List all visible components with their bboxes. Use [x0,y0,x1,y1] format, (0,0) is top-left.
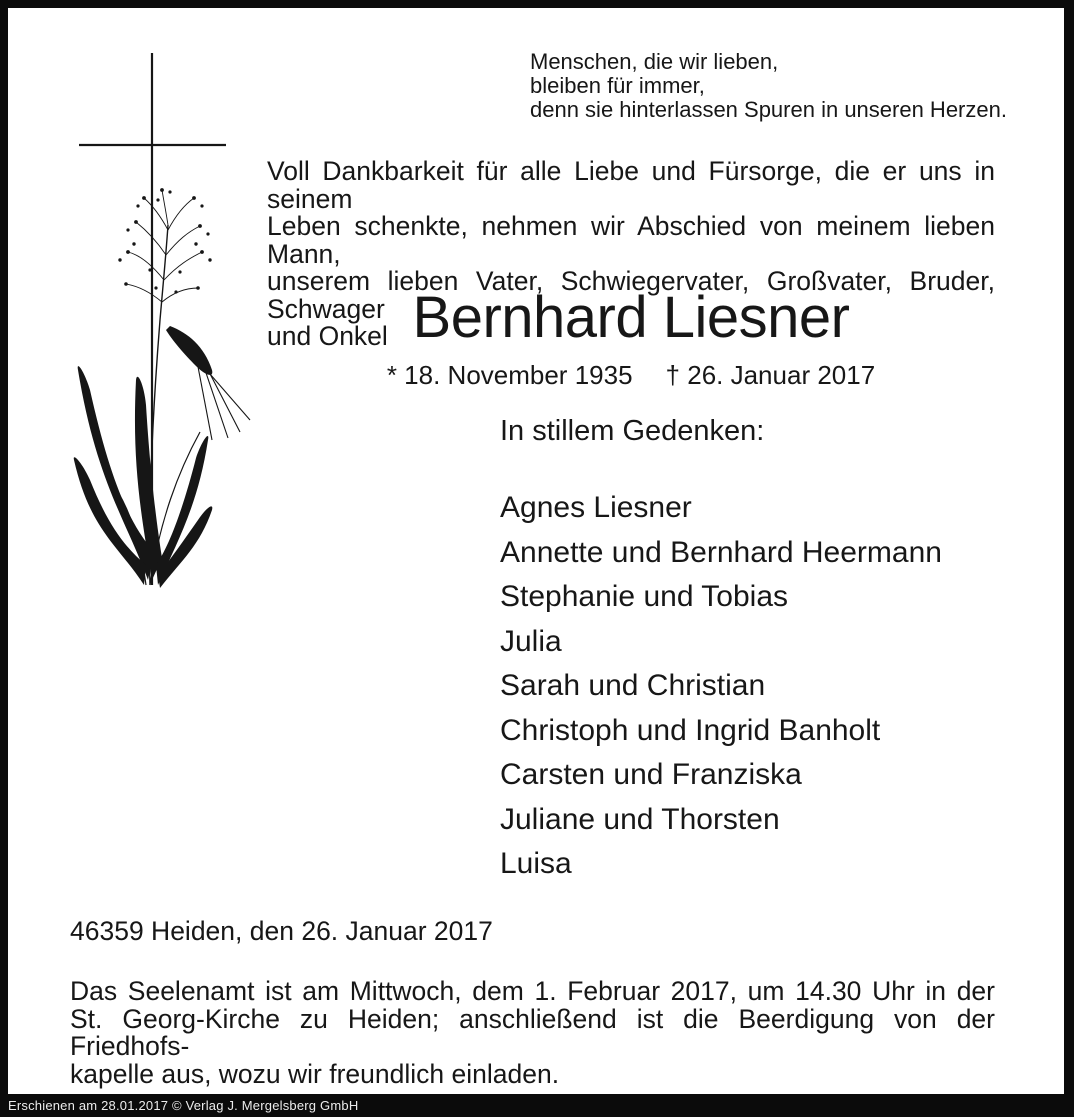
death-date: † 26. Januar 2017 [665,360,876,390]
birth-date: * 18. November 1935 [386,360,633,390]
place-and-date: 46359 Heiden, den 26. Januar 2017 [70,916,493,946]
service-paragraph [70,978,995,1088]
intro-line: Voll Dankbarkeit für alle Liebe und Fürsorge, die er uns in seinem [267,156,995,214]
service-justified-lines [70,978,995,1061]
memorial-verse [530,50,1007,122]
mourner-name: Julia [500,624,562,658]
service-line: St. Georg-Kirche zu Heiden; anschließend ist die Beerdigung von der Friedhofs- [70,1003,995,1061]
mourner-name: Juliane und Thorsten [500,802,780,836]
mourner-name: Sarah und Christian [500,669,766,702]
intro-last-line: und Onkel [267,321,388,351]
mourner-name: Annette und Bernhard Heermann [500,535,942,569]
mourner-name: Christoph und Ingrid Banholt [500,713,881,747]
mourner-name: Stephanie und Tobias [500,580,789,613]
publisher-bar [8,1094,1064,1117]
publisher-imprint: Erschienen am 28.01.2017 © Verlag J. Mergelsberg GmbH [8,1098,359,1113]
mourner-name: Luisa [500,847,572,880]
mourner-name: Carsten und Franziska [500,758,802,791]
memoriam-heading: In stillem Gedenken: [500,415,765,447]
verse-line: bleiben für immer, [530,73,705,98]
service-last-line: kapelle aus, wozu wir freundlich einladen. [70,1058,560,1089]
deceased-name: Bernhard Liesner [412,285,850,350]
intro-line: unserem lieben Vater, Schwiegervater, Großvater, Bruder, Schwager [267,266,995,324]
verse-line: denn sie hinterlassen Spuren in unseren Herzen. [530,97,1007,122]
mourner-name: Agnes Liesner [500,491,692,524]
verse-line: Menschen, die wir lieben, [530,49,779,74]
mourners-list [500,486,1020,887]
cross-with-grass-icon [60,40,260,600]
service-line: Das Seelenamt ist am Mittwoch, dem 1. Februar 2017, um 14.30 Uhr in der [70,976,995,1006]
life-dates [267,361,995,390]
intro-line: Leben schenkte, nehmen wir Abschied von meinem lieben Mann, [267,211,995,269]
